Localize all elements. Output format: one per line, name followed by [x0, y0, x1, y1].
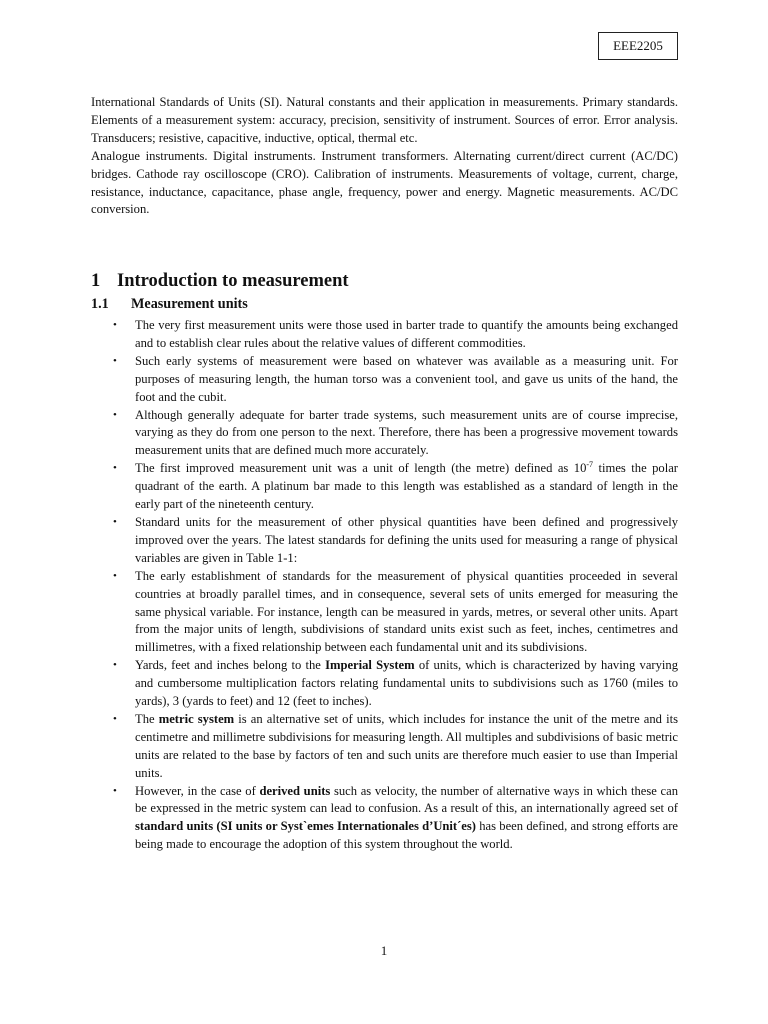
- section-number: 1: [91, 271, 101, 291]
- section-heading: [91, 271, 349, 292]
- bullet-marker: •: [113, 712, 117, 725]
- bold-term-derived-units: derived units: [259, 783, 331, 798]
- bullet-item: [91, 568, 678, 658]
- bullet-marker: •: [113, 408, 117, 421]
- bullet-marker: •: [113, 515, 117, 528]
- bullet-list: [91, 317, 678, 854]
- bullet-item: [91, 353, 678, 407]
- bullet-text: Although generally adequate for barter trade systems, such measurement units are of course imprecise, varying as they do from one person to the next. Therefore, there has been a progressive movement towards measurement units that are defined much more accurately.: [135, 407, 678, 458]
- bullet-text: However, in the case of: [135, 783, 260, 798]
- bullet-text: The first improved measurement unit was a unit of length (the metre) defined as 10: [135, 461, 587, 476]
- bullet-item: [91, 657, 678, 711]
- bullet-text: The: [135, 711, 159, 726]
- bullet-text: The very first measurement units were those used in barter trade to quantify the amounts being exchanged and to establish clear rules about the relative values of different commodities.: [135, 318, 678, 350]
- bullet-marker: •: [113, 569, 117, 582]
- syllabus-paragraph-1: International Standards of Units (SI). Natural constants and their application in measurements. Primary standards. Elements of a measurement system: accuracy, precision, sensitivity of instrument. Sources of error. Error analysis. Transducers; resistive, capacitive, inductive, optical, thermal etc.: [91, 95, 678, 145]
- bullet-text: Such early systems of measurement were based on whatever was available as a measuring unit. For purposes of measuring length, the human torso was a convenient tool, and gave us units of the hand, the foot and the cubit.: [135, 353, 678, 404]
- section-title: Introduction to measurement: [117, 271, 349, 291]
- bullet-marker: •: [113, 462, 117, 475]
- syllabus-paragraph-2: Analogue instruments. Digital instruments. Instrument transformers. Alternating current/direct current (AC/DC) bridges. Cathode ray oscilloscope (CRO). Calibration of instruments. Measurements of voltage, current, charge, resistance, inductance, capacitance, phase angle, frequency, power and energy. Magnetic measurements. AC/DC conversion.: [91, 148, 678, 217]
- bullet-marker: •: [113, 319, 117, 331]
- bullet-marker: •: [113, 659, 117, 672]
- subsection-heading: [91, 296, 248, 313]
- bullet-text-continued: such as velocity, the number of alternative ways in which these can be expressed in the metric system can lead to confusion. As a result of this, an internationally agreed set of: [135, 783, 678, 816]
- course-code: EEE2205: [613, 38, 663, 53]
- course-code-box: [598, 32, 678, 60]
- bullet-text-continued: times the polar quadrant of the earth. A platinum bar made to this length was established as a standard of length in the early part of the nineteenth century.: [135, 461, 678, 512]
- bold-term-imperial-system: Imperial System: [325, 658, 415, 673]
- bullet-text: The early establishment of standards for the measurement of physical quantities proceeded in several countries at broadly parallel times, and in consequence, several sets of units emerged for measuring the same physical variable. For instance, length can be measured in yards, metres, or several other units. Apart from the major units of length, subdivisions of standard units exist such as feet, inches, centimetres and millimetres, with a fixed relationship between each fundamental unit and its subdivisions.: [135, 568, 678, 655]
- bold-term-metric-system: metric system: [158, 711, 235, 726]
- bullet-item: [91, 407, 678, 461]
- superscript-exponent: -7: [586, 460, 594, 470]
- bullet-text: Yards, feet and inches belong to the: [135, 658, 326, 673]
- subsection-title: Measurement units: [131, 296, 248, 312]
- bullet-marker: •: [113, 784, 117, 797]
- bullet-marker: •: [113, 354, 117, 367]
- bullet-text-continued: of units, which is characterized by having varying and cumbersome multiplication factors relating fundamental units to subdivisions such as 1760 (miles to yards), 3 (yards to feet) and 12 (feet to inches).: [135, 658, 678, 709]
- bullet-text: Standard units for the measurement of other physical quantities have been defined and progressively improved over the years. The latest standards for defining the units used for measuring a range of physical variables are given in Table 1-1:: [135, 514, 678, 565]
- bullet-item: [91, 711, 678, 783]
- page-number: 1: [380, 943, 388, 958]
- bold-term-si-units: standard units (SI units or Syst`emes Internationales d’Unit´es): [135, 819, 476, 834]
- bullet-text-end: has been defined, and strong efforts are being made to encourage the adoption of this system throughout the world.: [135, 819, 678, 852]
- subsection-number: 1.1: [91, 296, 109, 312]
- bullet-item: [91, 460, 678, 514]
- bullet-item: [91, 317, 678, 353]
- bullet-item: [91, 514, 678, 568]
- bullet-text-continued: is an alternative set of units, which includes for instance the unit of the metre and its centimetre and millimetre subdivisions for measuring length. All multiples and subdivisions of basic metric units are related to the base by factors of ten and such units are therefore much easier to use than Imperial units.: [135, 711, 678, 780]
- syllabus-text: [91, 94, 678, 219]
- bullet-item: [91, 783, 678, 855]
